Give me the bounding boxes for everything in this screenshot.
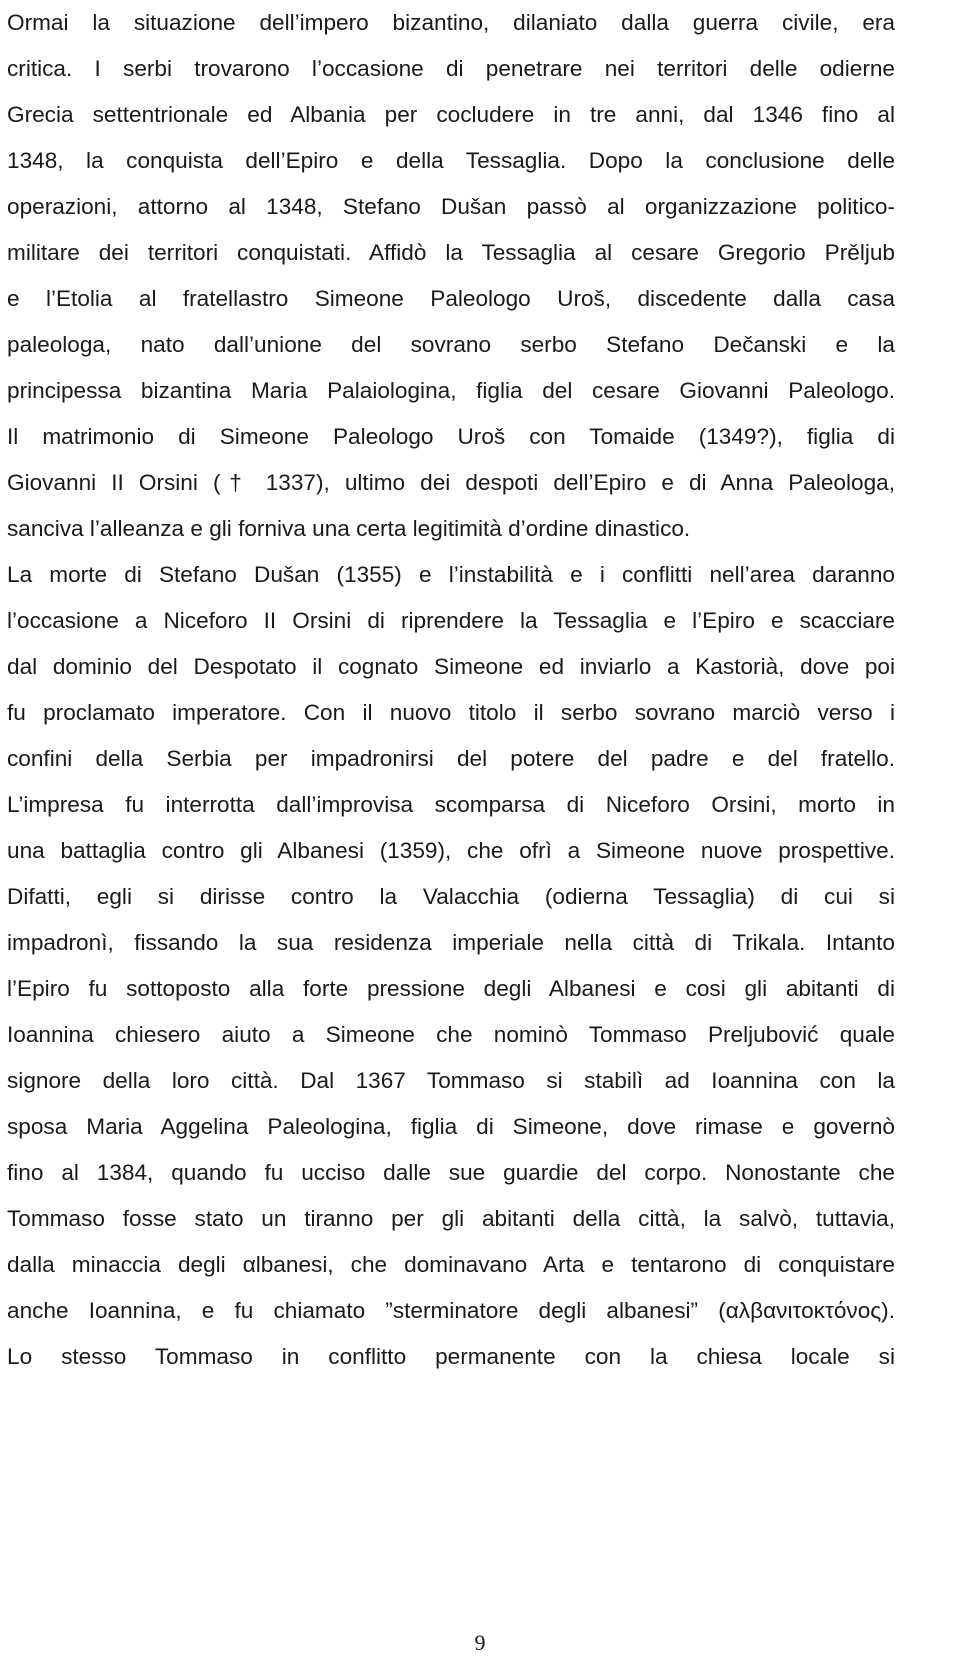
body-text: [7, 0, 895, 1380]
text-line: confini della Serbia per impadronirsi del potere del padre e del fratello.: [7, 746, 895, 771]
text-line: La morte di Stefano Dušan (1355) e l’instabilità e i conflitti nell’area daranno: [7, 562, 895, 587]
text-line: paleologa, nato dall’unione del sovrano serbo Stefano Dečanski e la: [7, 332, 895, 357]
text-line: sanciva l’alleanza e gli forniva una certa legitimità d’ordine dinastico.: [7, 516, 691, 541]
text-line: anche Ioannina, e fu chiamato ”sterminatore degli albanesi” (αλβανιτοκτόνος).: [7, 1298, 895, 1323]
text-line: fu proclamato imperatore. Con il nuovo titolo il serbo sovrano marciò verso i: [7, 700, 895, 725]
text-line: dalla minaccia degli αlbanesi, che dominavano Arta e tentarono di conquistare: [7, 1252, 895, 1277]
text-line: l’occasione a Niceforo II Orsini di riprendere la Tessaglia e l’Epiro e scacciare: [7, 608, 895, 633]
text-line: e l’Etolia al fratellastro Simeone Paleologo Uroš, discedente dalla casa: [7, 286, 895, 311]
text-line: Lo stesso Tommaso in conflitto permanente con la chiesa locale si: [7, 1344, 895, 1369]
text-line: fino al 1384, quando fu ucciso dalle sue guardie del corpo. Nonostante che: [7, 1160, 895, 1185]
page-number: 9: [474, 1630, 486, 1655]
text-line: una battaglia contro gli Albanesi (1359), che ofrì a Simeone nuove prospettive.: [7, 838, 895, 863]
text-line: Giovanni II Orsini († 1337), ultimo dei despoti dell’Epiro e di Anna Paleologa,: [7, 470, 895, 495]
text-line: principessa bizantina Maria Palaiologina, figlia del cesare Giovanni Paleologo.: [7, 378, 895, 403]
text-line: L’impresa fu interrotta dall’improvisa scomparsa di Niceforo Orsini, morto in: [7, 792, 895, 817]
text-line: dal dominio del Despotato il cognato Simeone ed inviarlo a Kastorià, dove poi: [7, 654, 895, 679]
text-line: Il matrimonio di Simeone Paleologo Uroš con Tomaide (1349?), figlia di: [7, 424, 895, 449]
text-line: militare dei territori conquistati. Affidò la Tessaglia al cesare Gregorio Prěljub: [7, 240, 895, 265]
text-line: Grecia settentrionale ed Albania per cocludere in tre anni, dal 1346 fino al: [7, 102, 895, 127]
text-line: Tommaso fosse stato un tiranno per gli abitanti della città, la salvò, tuttavia,: [7, 1206, 895, 1231]
text-line: critica. I serbi trovarono l’occasione di penetrare nei territori delle odierne: [7, 56, 895, 81]
text-line: operazioni, attorno al 1348, Stefano Dušan passò al organizzazione politico-: [7, 194, 895, 219]
text-line: Ormai la situazione dell’impero bizantino, dilaniato dalla guerra civile, era: [7, 10, 895, 35]
text-line: sposa Maria Aggelina Paleologina, figlia di Simeone, dove rimase e governò: [7, 1114, 895, 1139]
text-line: signore della loro città. Dal 1367 Tommaso si stabilì ad Ioannina con la: [7, 1068, 895, 1093]
text-line: Ioannina chiesero aiuto a Simeone che nominò Tommaso Preljubović quale: [7, 1022, 895, 1047]
text-line: 1348, la conquista dell’Epiro e della Tessaglia. Dopo la conclusione delle: [7, 148, 895, 173]
text-line: l’Epiro fu sottoposto alla forte pressione degli Albanesi e cosi gli abitanti di: [7, 976, 895, 1001]
text-line: Difatti, egli si dirisse contro la Valacchia (odierna Tessaglia) di cui si: [7, 884, 895, 909]
text-line: impadronì, fissando la sua residenza imperiale nella città di Trikala. Intanto: [7, 930, 895, 955]
